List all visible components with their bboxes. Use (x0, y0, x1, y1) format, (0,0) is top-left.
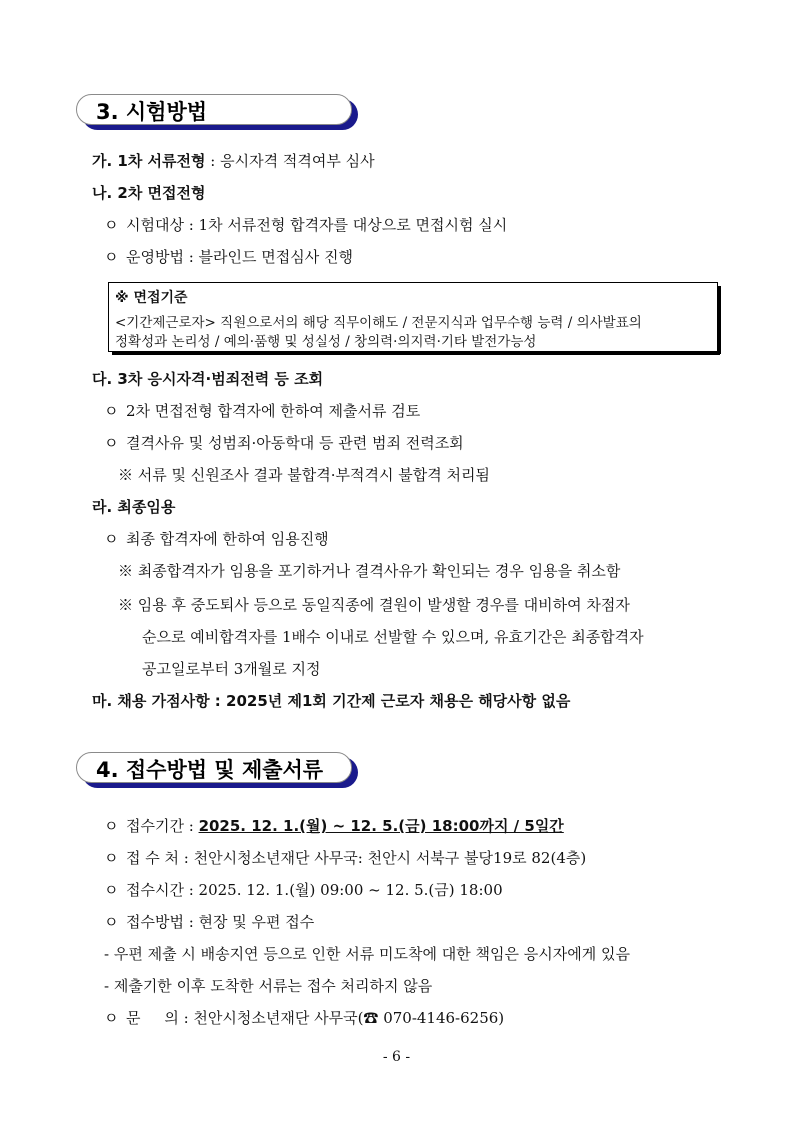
bullet: ㅇ (104, 817, 119, 835)
section-3-header (76, 94, 358, 130)
period-value: 2025. 12. 1.(월) ~ 12. 5.(금) 18:00까지 / 5일간 (198, 817, 564, 835)
ra-item-1 (104, 528, 329, 549)
bullet: ㅇ (104, 530, 119, 548)
section-4-header (76, 752, 358, 788)
time-row (104, 879, 503, 900)
na-item-2 (104, 246, 353, 267)
item-da-heading: 다. 3차 응시자격·범죄전력 등 조회 (92, 370, 324, 388)
item-ra-heading: 라. 최종임용 (92, 498, 176, 516)
na-item-2-text: 운영방법 : 블라인드 면접심사 진행 (126, 248, 353, 266)
item-ma-heading: 마. 채용 가점사항 : 2025년 제1회 기간제 근로자 채용은 해당사항 없음 (92, 692, 571, 710)
da-note: ※ 서류 및 신원조사 결과 불합격·부적격시 불합격 처리됨 (118, 466, 490, 484)
na-item-1-text: 시험대상 : 1차 서류전형 합격자를 대상으로 면접시험 실시 (126, 216, 508, 234)
da-item-1 (104, 400, 420, 421)
item-na-heading: 나. 2차 면접전형 (92, 184, 206, 202)
item-ga-heading: 가. 1차 서류전형 (92, 152, 206, 170)
box-title: ※ 면접기준 (115, 290, 188, 306)
box-shadow-bottom (112, 352, 720, 355)
section-3-title: 3. 시험방법 (96, 100, 208, 124)
item-ga-text: : 응시자격 적격여부 심사 (205, 152, 375, 170)
box-shadow-right (718, 286, 721, 354)
na-item-1 (104, 214, 507, 235)
bullet: ㅇ (104, 402, 119, 420)
ra-note-2-line-2: 순으로 예비합격자를 1배수 이내로 선발할 수 있으며, 유효기간은 최종합격자 (142, 628, 644, 646)
time-text: 접수시간 : 2025. 12. 1.(월) 09:00 ~ 12. 5.(금) 18:00 (126, 881, 503, 899)
da-item-2-text: 결격사유 및 성범죄·아동학대 등 관련 범죄 전력조회 (126, 434, 464, 452)
bullet: ㅇ (104, 913, 119, 931)
bullet: ㅇ (104, 434, 119, 452)
item-ga (92, 150, 375, 171)
dash-note-1: - 우편 제출 시 배송지연 등으로 인한 서류 미도착에 대한 책임은 응시자에게 있음 (104, 945, 630, 963)
period-label: 접수기간 : (126, 817, 199, 835)
da-item-1-text: 2차 면접전형 합격자에 한하여 제출서류 검토 (126, 402, 421, 420)
bullet: ㅇ (104, 881, 119, 899)
place-row (104, 847, 586, 868)
ra-item-1-text: 최종 합격자에 한하여 임용진행 (126, 530, 329, 548)
period-row (104, 815, 564, 836)
da-item-2 (104, 432, 464, 453)
method-text: 접수방법 : 현장 및 우편 접수 (126, 913, 315, 931)
ra-note-1: ※ 최종합격자가 임용을 포기하거나 결격사유가 확인되는 경우 임용을 취소함 (118, 562, 621, 580)
ra-note-2-line-3: 공고일로부터 3개월로 지정 (142, 660, 321, 678)
bullet: ㅇ (104, 248, 119, 266)
bullet: ㅇ (104, 1009, 119, 1027)
page-number: - 6 - (382, 1049, 411, 1065)
interview-criteria-box (108, 282, 718, 352)
box-line-1: <기간제근로자> 직원으로서의 해당 직무이해도 / 전문지식과 업무수행 능력 / 의사발표의 (115, 315, 642, 331)
contact-row (104, 1007, 504, 1028)
place-text: 접 수 처 : 천안시청소년재단 사무국: 천안시 서북구 불당19로 82(4층) (126, 849, 587, 867)
dash-note-2: - 제출기한 이후 도착한 서류는 접수 처리하지 않음 (104, 977, 433, 995)
contact-text: 문 의 : 천안시청소년재단 사무국(☎ 070-4146-6256) (126, 1009, 505, 1027)
box-line-2: 정확성과 논리성 / 예의·품행 및 성실성 / 창의력·의지력·기타 발전가능성 (115, 334, 537, 350)
bullet: ㅇ (104, 849, 119, 867)
method-row (104, 911, 314, 932)
bullet: ㅇ (104, 216, 119, 234)
ra-note-2-line-1: ※ 임용 후 중도퇴사 등으로 동일직종에 결원이 발생할 경우를 대비하여 차점자 (118, 596, 630, 614)
section-4-title: 4. 접수방법 및 제출서류 (96, 758, 324, 782)
